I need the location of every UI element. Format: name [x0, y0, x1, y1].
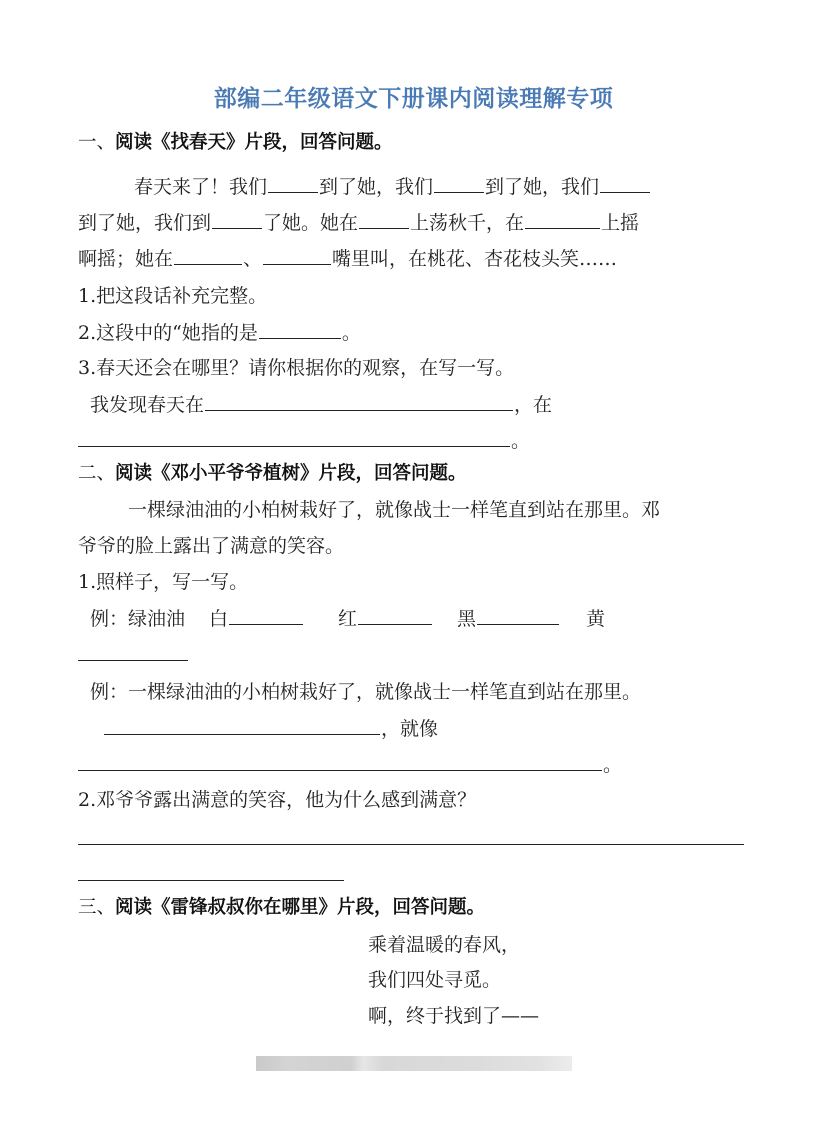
section1-passage-line2: 到了她，我们到 了她。她在 上荡秋千，在 上摇 — [78, 212, 640, 234]
section1-heading: 一、阅读《找春天》片段，回答问题。 — [78, 132, 393, 153]
section2-example1-overflow — [78, 642, 189, 667]
section1-q3-answer-line1: 我发现春天在 ，在 — [90, 394, 553, 416]
blurred-footer-watermark — [256, 1056, 572, 1071]
section1-question3: 3.春天还会在哪里？请你根据你的观察，在写一写。 — [78, 357, 515, 379]
section2-q2-answer-line2 — [78, 862, 345, 887]
page-title: 部编二年级语文下册课内阅读理解专项 — [213, 86, 614, 112]
fill-blank[interactable] — [212, 210, 262, 229]
section1-question2: 2.这段中的“她指的是 。 — [78, 322, 361, 344]
section2-example2-answer-line1: ，就像 — [104, 716, 438, 741]
fill-blank[interactable] — [263, 246, 331, 265]
section2-question1: 1.照样子，写一写。 — [78, 571, 249, 593]
answer-blank[interactable] — [229, 606, 303, 625]
fill-blank[interactable] — [174, 246, 242, 265]
fill-blank[interactable] — [525, 210, 600, 229]
answer-blank[interactable] — [104, 716, 380, 735]
section2-passage-line1: 一棵绿油油的小柏树栽好了，就像战士一样笔直到站在那里。邓 — [128, 499, 661, 521]
fill-blank[interactable] — [359, 210, 409, 229]
answer-blank[interactable] — [78, 862, 344, 881]
answer-blank[interactable] — [205, 392, 513, 411]
section3-poem-line1: 乘着温暖的春风， — [368, 934, 521, 956]
answer-blank[interactable] — [358, 606, 432, 625]
section1-passage-line3: 啊摇；她在 、 嘴里叫，在桃花、杏花枝头笑…… — [78, 248, 618, 270]
answer-blank[interactable] — [78, 428, 510, 447]
fill-blank[interactable] — [434, 174, 484, 193]
section2-question2: 2.邓爷爷露出满意的笑容，他为什么感到满意？ — [78, 789, 477, 811]
section2-heading: 二、阅读《邓小平爷爷植树》片段，回答问题。 — [78, 463, 467, 484]
section3-poem-line2: 我们四处寻觅。 — [368, 969, 502, 991]
section3-heading: 三、阅读《雷锋叔叔你在哪里》片段，回答问题。 — [78, 897, 486, 918]
section1-q3-answer-line2: 。 — [78, 428, 530, 453]
section2-example2: 例：一棵绿油油的小柏树栽好了，就像战士一样笔直到站在那里。 — [90, 681, 642, 703]
fill-blank[interactable] — [268, 174, 318, 193]
section1-passage-line1: 春天来了！我们 到了她，我们 到了她，我们 — [134, 174, 651, 199]
answer-blank[interactable] — [259, 320, 341, 339]
answer-blank[interactable] — [78, 752, 602, 771]
answer-blank[interactable] — [78, 826, 744, 845]
fill-blank[interactable] — [600, 174, 650, 193]
answer-blank[interactable] — [78, 642, 188, 661]
section2-example2-answer-line2: 。 — [78, 752, 622, 777]
section1-question1: 1.把这段话补充完整。 — [78, 285, 268, 307]
section2-passage-line2: 爷爷的脸上露出了满意的笑容。 — [78, 535, 345, 557]
answer-blank[interactable] — [477, 606, 559, 625]
section2-q2-answer-line1 — [78, 826, 745, 851]
section2-example1-row: 例：绿油油 白 红 黑 黄 — [90, 608, 606, 630]
section3-poem-line3: 啊，终于找到了—— — [368, 1005, 540, 1027]
